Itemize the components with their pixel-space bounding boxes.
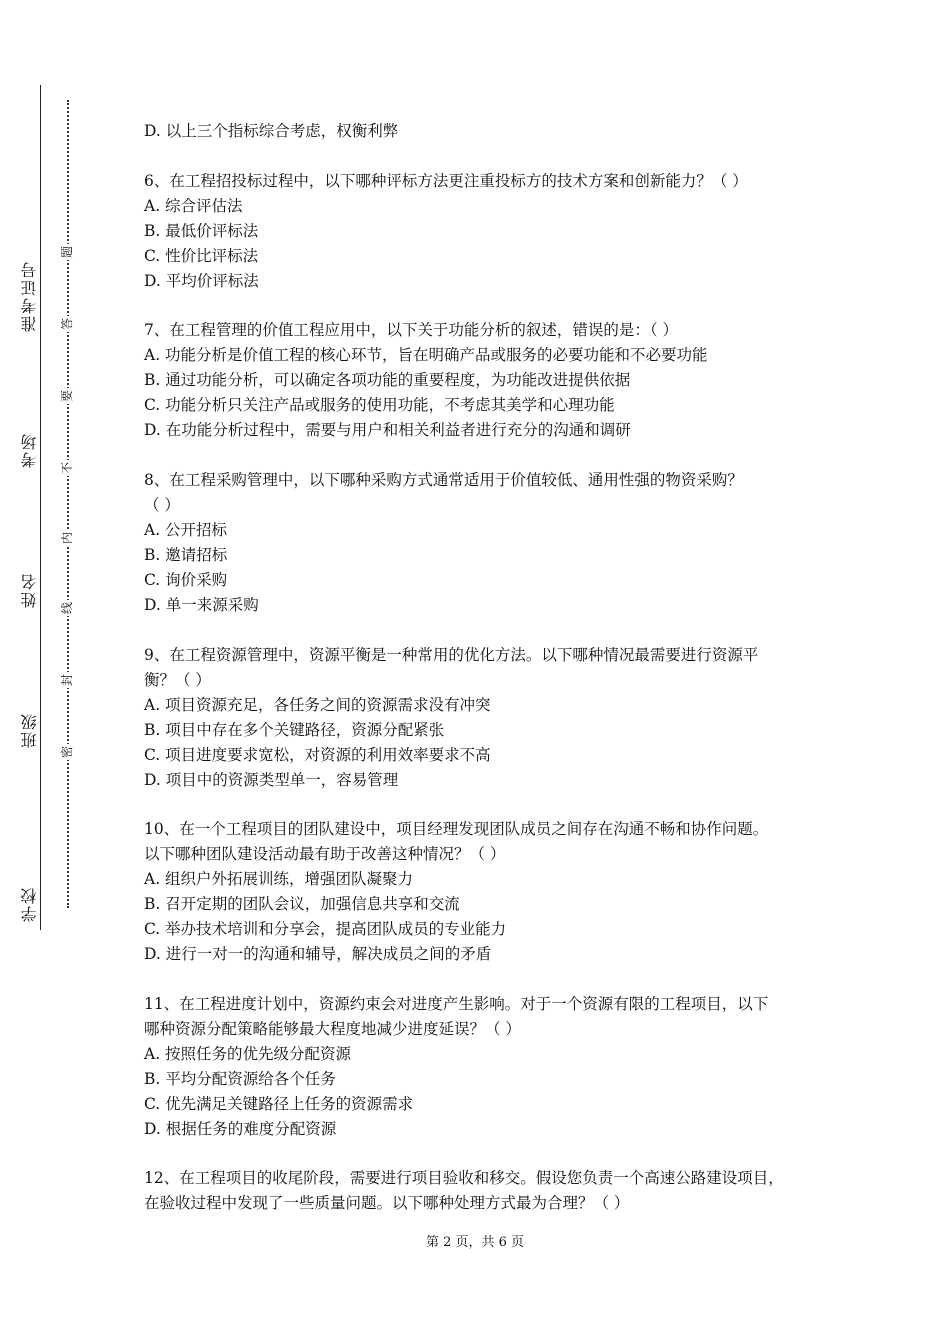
option-line: D. 项目中的资源类型单一，容易管理 — [144, 771, 399, 789]
question-text: 8、在工程采购管理中，以下哪种采购方式通常适用于价值较低、通用性强的物资采购？ — [144, 471, 743, 489]
question-text: （ ） — [144, 496, 180, 514]
question-text: 10、在一个工程项目的团队建设中，项目经理发现团队成员之间存在沟通不畅和协作问题。 — [144, 820, 769, 838]
binding-dotted-line — [67, 100, 69, 908]
option-line: B. 召开定期的团队会议，加强信息共享和交流 — [144, 895, 460, 913]
seal-char: 密 — [60, 746, 74, 759]
option-line: D. 根据任务的难度分配资源 — [144, 1120, 337, 1138]
page-footer: 第 2 页，共 6 页 — [425, 1235, 525, 1250]
field-class: 班级 — [20, 712, 39, 748]
option-line: A. 按照任务的优先级分配资源 — [144, 1045, 352, 1063]
option-line: C. 性价比评标法 — [144, 247, 259, 265]
option-line: B. 通过功能分析，可以确定各项功能的重要程度，为功能改进提供依据 — [144, 371, 631, 389]
question-text: 以下哪种团队建设活动最有助于改善这种情况？（ ） — [144, 845, 506, 863]
question-text: 衡？（ ） — [144, 671, 211, 689]
question-text: 7、在工程管理的价值工程应用中，以下关于功能分析的叙述，错误的是：（ ） — [144, 321, 679, 339]
option-line: D. 平均价评标法 — [144, 272, 259, 290]
option-line: D. 单一来源采购 — [144, 596, 259, 614]
option-line: C. 举办技术培训和分享会，提高团队成员的专业能力 — [144, 920, 507, 938]
field-name: 姓名 — [20, 572, 39, 608]
option-line: A. 公开招标 — [144, 521, 228, 539]
option-line: D. 以上三个指标综合考虑，权衡利弊 — [144, 122, 399, 140]
option-line: C. 优先满足关键路径上任务的资源需求 — [144, 1095, 414, 1113]
field-exam-number: 准考证号 — [20, 260, 39, 332]
seal-char: 要 — [60, 390, 74, 403]
question-text: 6、在工程招投标过程中，以下哪种评标方法更注重投标方的技术方案和创新能力？（ ） — [144, 172, 748, 190]
option-line: A. 项目资源充足，各任务之间的资源需求没有冲突 — [144, 696, 491, 714]
option-line: B. 平均分配资源给各个任务 — [144, 1070, 336, 1088]
option-line: B. 邀请招标 — [144, 546, 228, 564]
seal-char: 封 — [60, 674, 74, 687]
question-text: 哪种资源分配策略能够最大程度地减少进度延误？（ ） — [144, 1020, 521, 1038]
option-line: A. 综合评估法 — [144, 197, 243, 215]
seal-char: 线 — [60, 602, 74, 615]
option-line: D. 在功能分析过程中，需要与用户和相关利益者进行充分的沟通和调研 — [144, 421, 631, 439]
option-line: C. 功能分析只关注产品或服务的使用功能，不考虑其美学和心理功能 — [144, 396, 615, 414]
option-line: C. 询价采购 — [144, 571, 228, 589]
question-text: 12、在工程项目的收尾阶段，需要进行项目验收和移交。假设您负责一个高速公路建设项目， — [144, 1169, 784, 1187]
option-line: B. 最低价评标法 — [144, 222, 259, 240]
field-exam-room: 考场 — [20, 432, 39, 468]
seal-char: 题 — [60, 246, 74, 259]
question-text: 9、在工程资源管理中，资源平衡是一种常用的优化方法。以下哪种情况最需要进行资源平 — [144, 646, 759, 664]
binding-solid-line — [40, 85, 41, 930]
option-line: C. 项目进度要求宽松，对资源的利用效率要求不高 — [144, 746, 491, 764]
option-line: A. 组织户外拓展训练，增强团队凝聚力 — [144, 870, 414, 888]
field-school: 学校 — [20, 886, 39, 922]
option-line: D. 进行一对一的沟通和辅导，解决成员之间的矛盾 — [144, 945, 492, 963]
question-text: 11、在工程进度计划中，资源约束会对进度产生影响。对于一个资源有限的工程项目，以下 — [144, 995, 769, 1013]
option-line: A. 功能分析是价值工程的核心环节，旨在明确产品或服务的必要功能和不必要功能 — [144, 346, 708, 364]
question-text: 在验收过程中发现了一些质量问题。以下哪种处理方式最为合理？（ ） — [144, 1194, 630, 1212]
seal-char: 答 — [60, 318, 74, 331]
seal-char: 不 — [60, 462, 74, 475]
option-line: B. 项目中存在多个关键路径，资源分配紧张 — [144, 721, 445, 739]
seal-char: 内 — [60, 532, 74, 545]
